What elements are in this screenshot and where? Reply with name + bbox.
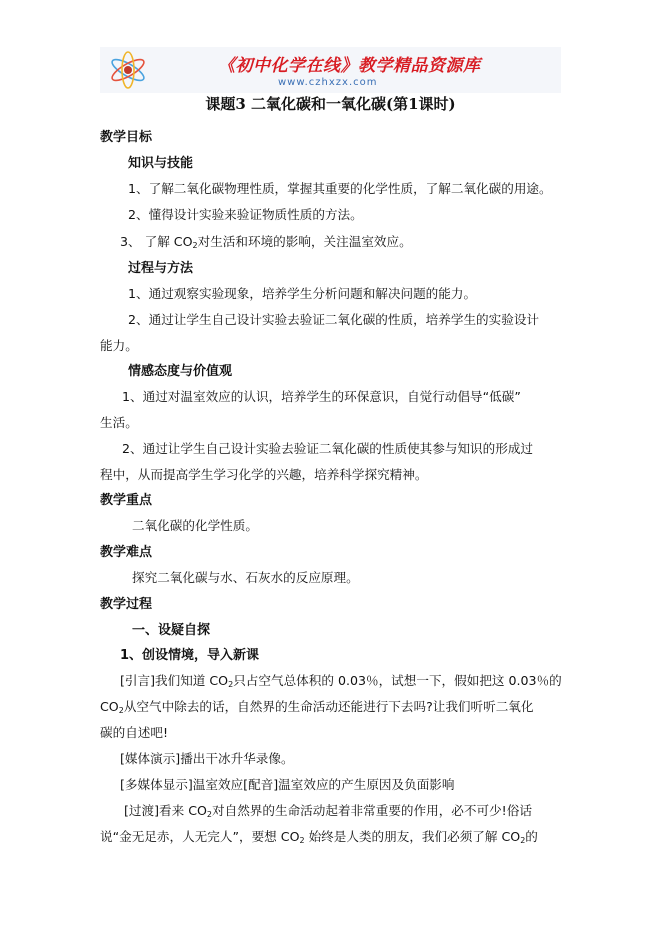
transition-line-1: [过渡]看来 $CO_2$对自然界的生命活动起着非常重要的作用，必不可少!俗话	[124, 803, 532, 819]
attitude-item-1: 1、通过对温室效应的认识，培养学生的环保意识，自觉行动倡导“低碳”	[122, 389, 521, 404]
heading-process: 过程与方法	[128, 261, 194, 276]
intro-line-1: [引言]我们知道 $CO_2$只占空气总体积的 0.03％，试想一下，假如把这 0.03％的	[120, 673, 562, 689]
atom-logo-icon	[106, 48, 150, 92]
header-banner	[100, 47, 561, 93]
heading-attitude: 情感态度与价值观	[128, 364, 233, 379]
knowledge-item-3: 3、 了解 $CO_2$对生活和环境的影响，关注温室效应。	[120, 234, 412, 250]
heading-difficulty: 教学难点	[100, 545, 153, 560]
knowledge-item-2: 2、懂得设计实验来验证物质性质的方法。	[128, 207, 363, 222]
process-item-1: 1、通过观察实验现象，培养学生分析问题和解决问题的能力。	[128, 286, 477, 301]
intro-line-2: $CO_2$从空气中除去的话，自然界的生命活动还能进行下去吗?让我们听听二氧化	[100, 699, 534, 715]
intro-line-3: 碳的自述吧!	[100, 725, 169, 740]
transition-line-2: 说“金无足赤，人无完人”，要想 $CO_2$ 始终是人类的朋友，我们必须了解 $CO_2$的	[100, 829, 538, 845]
heading-knowledge: 知识与技能	[128, 156, 194, 171]
attitude-item-2: 2、通过让学生自己设计实验去验证二氧化碳的性质使其参与知识的形成过	[122, 441, 534, 456]
knowledge-item-1: 1、了解二氧化碳物理性质，掌握其重要的化学性质，了解二氧化碳的用途。	[128, 181, 552, 196]
heading-procedure: 教学过程	[100, 597, 153, 612]
step-1-heading: 一、设疑自探	[132, 623, 211, 638]
process-item-2: 2、通过让学生自己设计实验去验证二氧化碳的性质，培养学生的实验设计	[128, 312, 540, 327]
heading-objectives: 教学目标	[100, 130, 153, 145]
difficulty-text: 探究二氧化碳与水、石灰水的反应原理。	[132, 570, 359, 585]
heading-key-point: 教学重点	[100, 493, 153, 508]
key-point-text: 二氧化碳的化学性质。	[132, 518, 258, 533]
banner-url: www.czhxzx.com	[278, 77, 378, 88]
media-demo-line: [媒体演示]播出干冰升华录像。	[120, 751, 294, 766]
banner-title: 《初中化学在线》教学精品资源库	[218, 56, 481, 76]
page-title: 课题3 二氧化碳和一氧化碳(第1课时)	[205, 95, 456, 113]
media-display-line: [多媒体显示]温室效应[配音]温室效应的产生原因及负面影响	[120, 777, 455, 792]
step-1-1-heading: 1、创设情境，导入新课	[120, 648, 260, 663]
attitude-item-2-cont: 程中，从而提高学生学习化学的兴趣，培养科学探究精神。	[100, 467, 428, 482]
attitude-item-1-cont: 生活。	[100, 415, 138, 430]
process-item-2-cont: 能力。	[100, 338, 138, 353]
